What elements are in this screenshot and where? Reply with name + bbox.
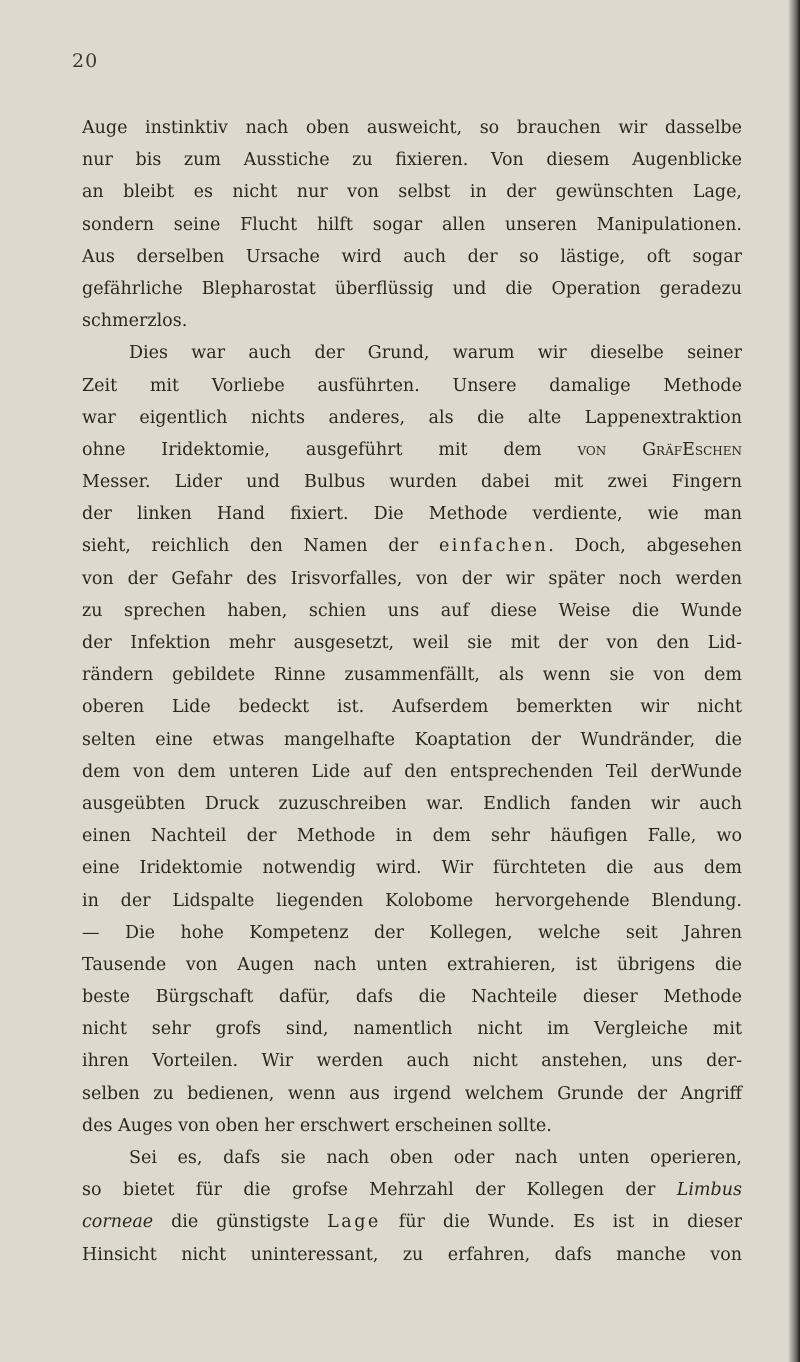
text-line	[82, 917, 742, 949]
text-segment: zu sprechen haben, schien uns auf diese Weise die Wunde	[82, 600, 742, 621]
text-segment: ausgeübten Druck zuzuschreiben war. Endlich fanden wir auch	[82, 793, 742, 814]
text-line	[82, 756, 742, 788]
text-line	[82, 176, 742, 208]
text-segment: Limbus	[676, 1180, 742, 1201]
text-segment: nicht sehr grofs sind, namentlich nicht im Vergleiche mit	[82, 1019, 742, 1040]
text-segment: war eigentlich nichts anderes, als die alte Lappenextraktion	[82, 407, 742, 428]
text-segment: Auge instinktiv nach oben ausweicht, so brauchen wir dasselbe	[82, 118, 742, 138]
text-segment: beste Bürgschaft dafür, dafs die Nachteile dieser Methode	[82, 987, 742, 1008]
text-segment: von GräfEschen	[577, 439, 742, 460]
text-segment: an bleibt es nicht nur von selbst in der gewünschten Lage,	[82, 182, 742, 203]
text-segment: einfachen	[438, 536, 549, 557]
text-line	[82, 1174, 742, 1206]
text-line	[82, 1078, 742, 1110]
text-segment: dem von dem unteren Lide auf den entsprechenden Teil derWunde	[82, 761, 742, 782]
text-line	[82, 563, 742, 595]
text-segment: des Auges von oben her erschwert erscheinen sollte.	[82, 1115, 552, 1136]
text-segment: selben zu bedienen, wenn aus irgend welchem Grunde der Angriff	[82, 1083, 742, 1104]
text-line	[82, 370, 742, 402]
text-line	[82, 949, 742, 981]
text-line	[82, 981, 742, 1013]
text-line	[82, 530, 742, 562]
text-line	[82, 627, 742, 659]
page-number: 20	[72, 50, 99, 72]
text-segment: einen Nachteil der Methode in dem sehr häufigen Falle, wo	[82, 826, 742, 847]
text-line	[82, 820, 742, 852]
text-segment: nur bis zum Ausstiche zu fixieren. Von diesem Augenblicke	[82, 150, 742, 171]
text-line	[82, 724, 742, 756]
text-segment: Lage	[327, 1212, 381, 1233]
text-segment: Zeit mit Vorliebe ausführten. Unsere damalige Methode	[82, 375, 742, 396]
text-segment: die günstigste	[153, 1212, 328, 1233]
text-line	[82, 691, 742, 723]
text-segment: Tausende von Augen nach unten extrahieren, ist übrigens die	[82, 954, 742, 975]
text-segment: Messer. Lider und Bulbus wurden dabei mit zwei Fingern	[82, 472, 742, 493]
text-segment: — Die hohe Kompetenz der Kollegen, welche seit Jahren	[82, 922, 742, 943]
text-segment: Aus derselben Ursache wird auch der so lästige, oft sogar	[82, 246, 742, 267]
text-line	[82, 498, 742, 530]
text-line	[82, 1013, 742, 1045]
text-segment: oberen Lide bedeckt ist. Aufserdem bemerkten wir nicht	[82, 697, 742, 718]
text-line	[82, 273, 742, 305]
text-line	[82, 402, 742, 434]
text-line	[82, 1239, 742, 1271]
text-segment: so bietet für die grofse Mehrzahl der Kollegen der	[82, 1180, 677, 1201]
text-segment: gefährliche Blepharostat überflüssig und die Operation geradezu	[82, 278, 742, 299]
text-line	[82, 788, 742, 820]
text-segment: Hinsicht nicht uninteressant, zu erfahren, dafs manche von	[82, 1244, 742, 1265]
text-line	[82, 1142, 742, 1174]
text-line	[82, 1110, 742, 1142]
text-segment: schmerzlos.	[82, 311, 188, 332]
text-line	[82, 1206, 742, 1238]
text-line	[82, 337, 742, 369]
text-line	[82, 434, 742, 466]
text-line	[82, 659, 742, 691]
text-segment: eine Iridektomie notwendig wird. Wir fürchteten die aus dem	[82, 858, 742, 879]
text-line	[82, 1045, 742, 1077]
text-line	[82, 209, 742, 241]
text-segment: in der Lidspalte liegenden Kolobome hervorgehende Blendung.	[82, 890, 742, 911]
text-line	[82, 466, 742, 498]
text-line	[82, 595, 742, 627]
text-segment: Dies war auch der Grund, warum wir dieselbe seiner	[129, 343, 742, 364]
body-text	[82, 112, 742, 1271]
text-line	[82, 112, 742, 144]
text-line	[82, 144, 742, 176]
text-segment: Sei es, dafs sie nach oben oder nach unten operieren,	[129, 1148, 742, 1168]
text-segment: von der Gefahr des Irisvorfalles, von der wir später noch werden	[82, 568, 742, 589]
text-segment: . Doch, abgesehen	[548, 536, 742, 557]
text-segment: für die Wunde. Es ist in dieser	[380, 1212, 742, 1233]
text-segment: der linken Hand fixiert. Die Methode verdiente, wie man	[82, 504, 742, 525]
text-line	[82, 305, 742, 337]
text-segment: ihren Vorteilen. Wir werden auch nicht anstehen, uns der-	[82, 1051, 742, 1072]
text-line	[82, 885, 742, 917]
text-segment: der Infektion mehr ausgesetzt, weil sie mit der von den Lid-	[82, 633, 742, 653]
text-segment: ohne Iridektomie, ausgeführt mit dem	[82, 439, 578, 460]
text-segment: corneae	[82, 1212, 154, 1233]
text-line	[82, 852, 742, 884]
page-edge-shadow	[788, 0, 800, 1362]
text-segment: sieht, reichlich den Namen der	[82, 536, 439, 557]
text-segment: rändern gebildete Rinne zusammenfällt, als wenn sie von dem	[82, 665, 742, 686]
text-segment: sondern seine Flucht hilft sogar allen unseren Manipulationen.	[82, 214, 742, 235]
text-line	[82, 241, 742, 273]
text-segment: selten eine etwas mangelhafte Koaptation der Wundränder, die	[82, 729, 742, 750]
